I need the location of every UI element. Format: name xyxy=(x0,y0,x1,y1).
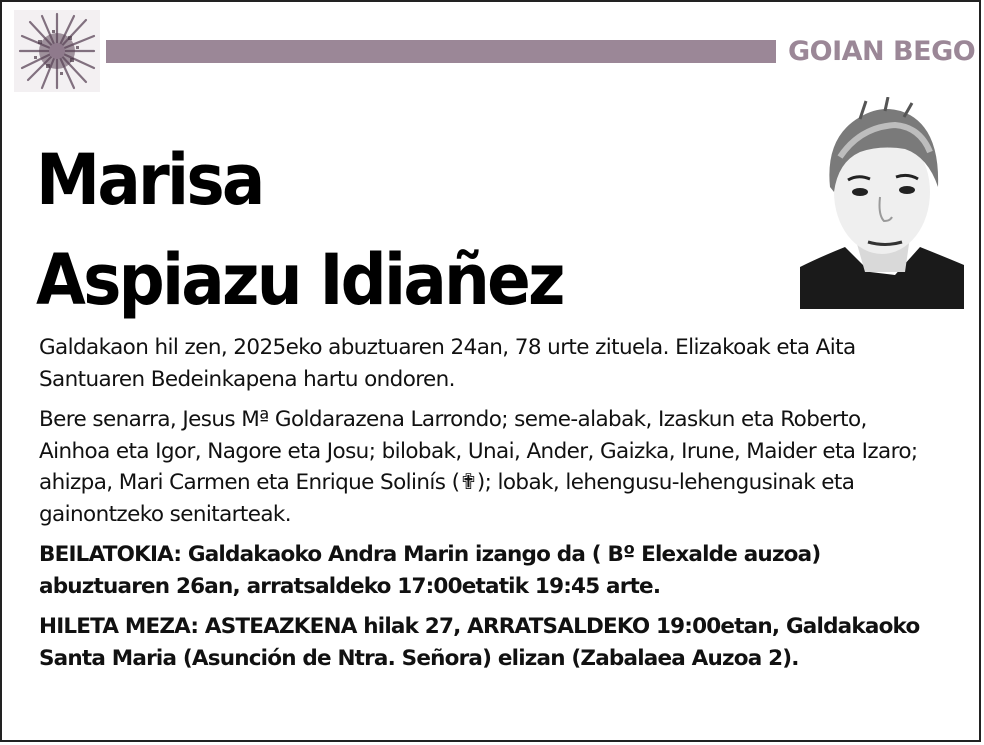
death-announcement: Galdakaon hil zen, 2025eko abuztuaren 24an, 78 urte zituela. Elizakoak eta Aita Santuaren Bedeinkapena hartu ondoren. xyxy=(39,335,856,392)
notice-body xyxy=(39,332,939,683)
starburst-flower-icon xyxy=(14,10,100,92)
section-label: GOIAN BEGO xyxy=(788,36,976,67)
surnames: Aspiazu Idiañez xyxy=(36,239,563,321)
header-bar xyxy=(106,40,776,63)
funeral-mass-info: HILETA MEZA: ASTEAZKENA hilak 27, ARRATSALDEKO 19:00etan, Galdakaoko Santa Maria (Asunción de Ntra. Señora) elizan (Zabalaea Auzoa 2). xyxy=(39,614,920,671)
family-list: Bere senarra, Jesus Mª Goldarazena Larrondo; seme-alabak, Izaskun eta Roberto, Ainhoa eta Igor, Nagore eta Josu; bilobak, Unai, Ander, Gaizka, Irune, Maider eta Izaro; ahizpa, Mari Carmen eta Enrique Solinís (✟); lobak, lehengusu-lehengusinak eta gainontzeko senitarteak. xyxy=(39,407,918,527)
first-name: Marisa xyxy=(36,139,263,221)
wake-info: BEILATOKIA: Galdakaoko Andra Marin izango da ( Bº Elexalde auzoa) abuztuaren 26an, arratsaldeko 17:00etatik 19:45 arte. xyxy=(39,542,821,599)
portrait-photo xyxy=(800,97,964,309)
header xyxy=(2,2,979,102)
deceased-name xyxy=(36,130,563,330)
